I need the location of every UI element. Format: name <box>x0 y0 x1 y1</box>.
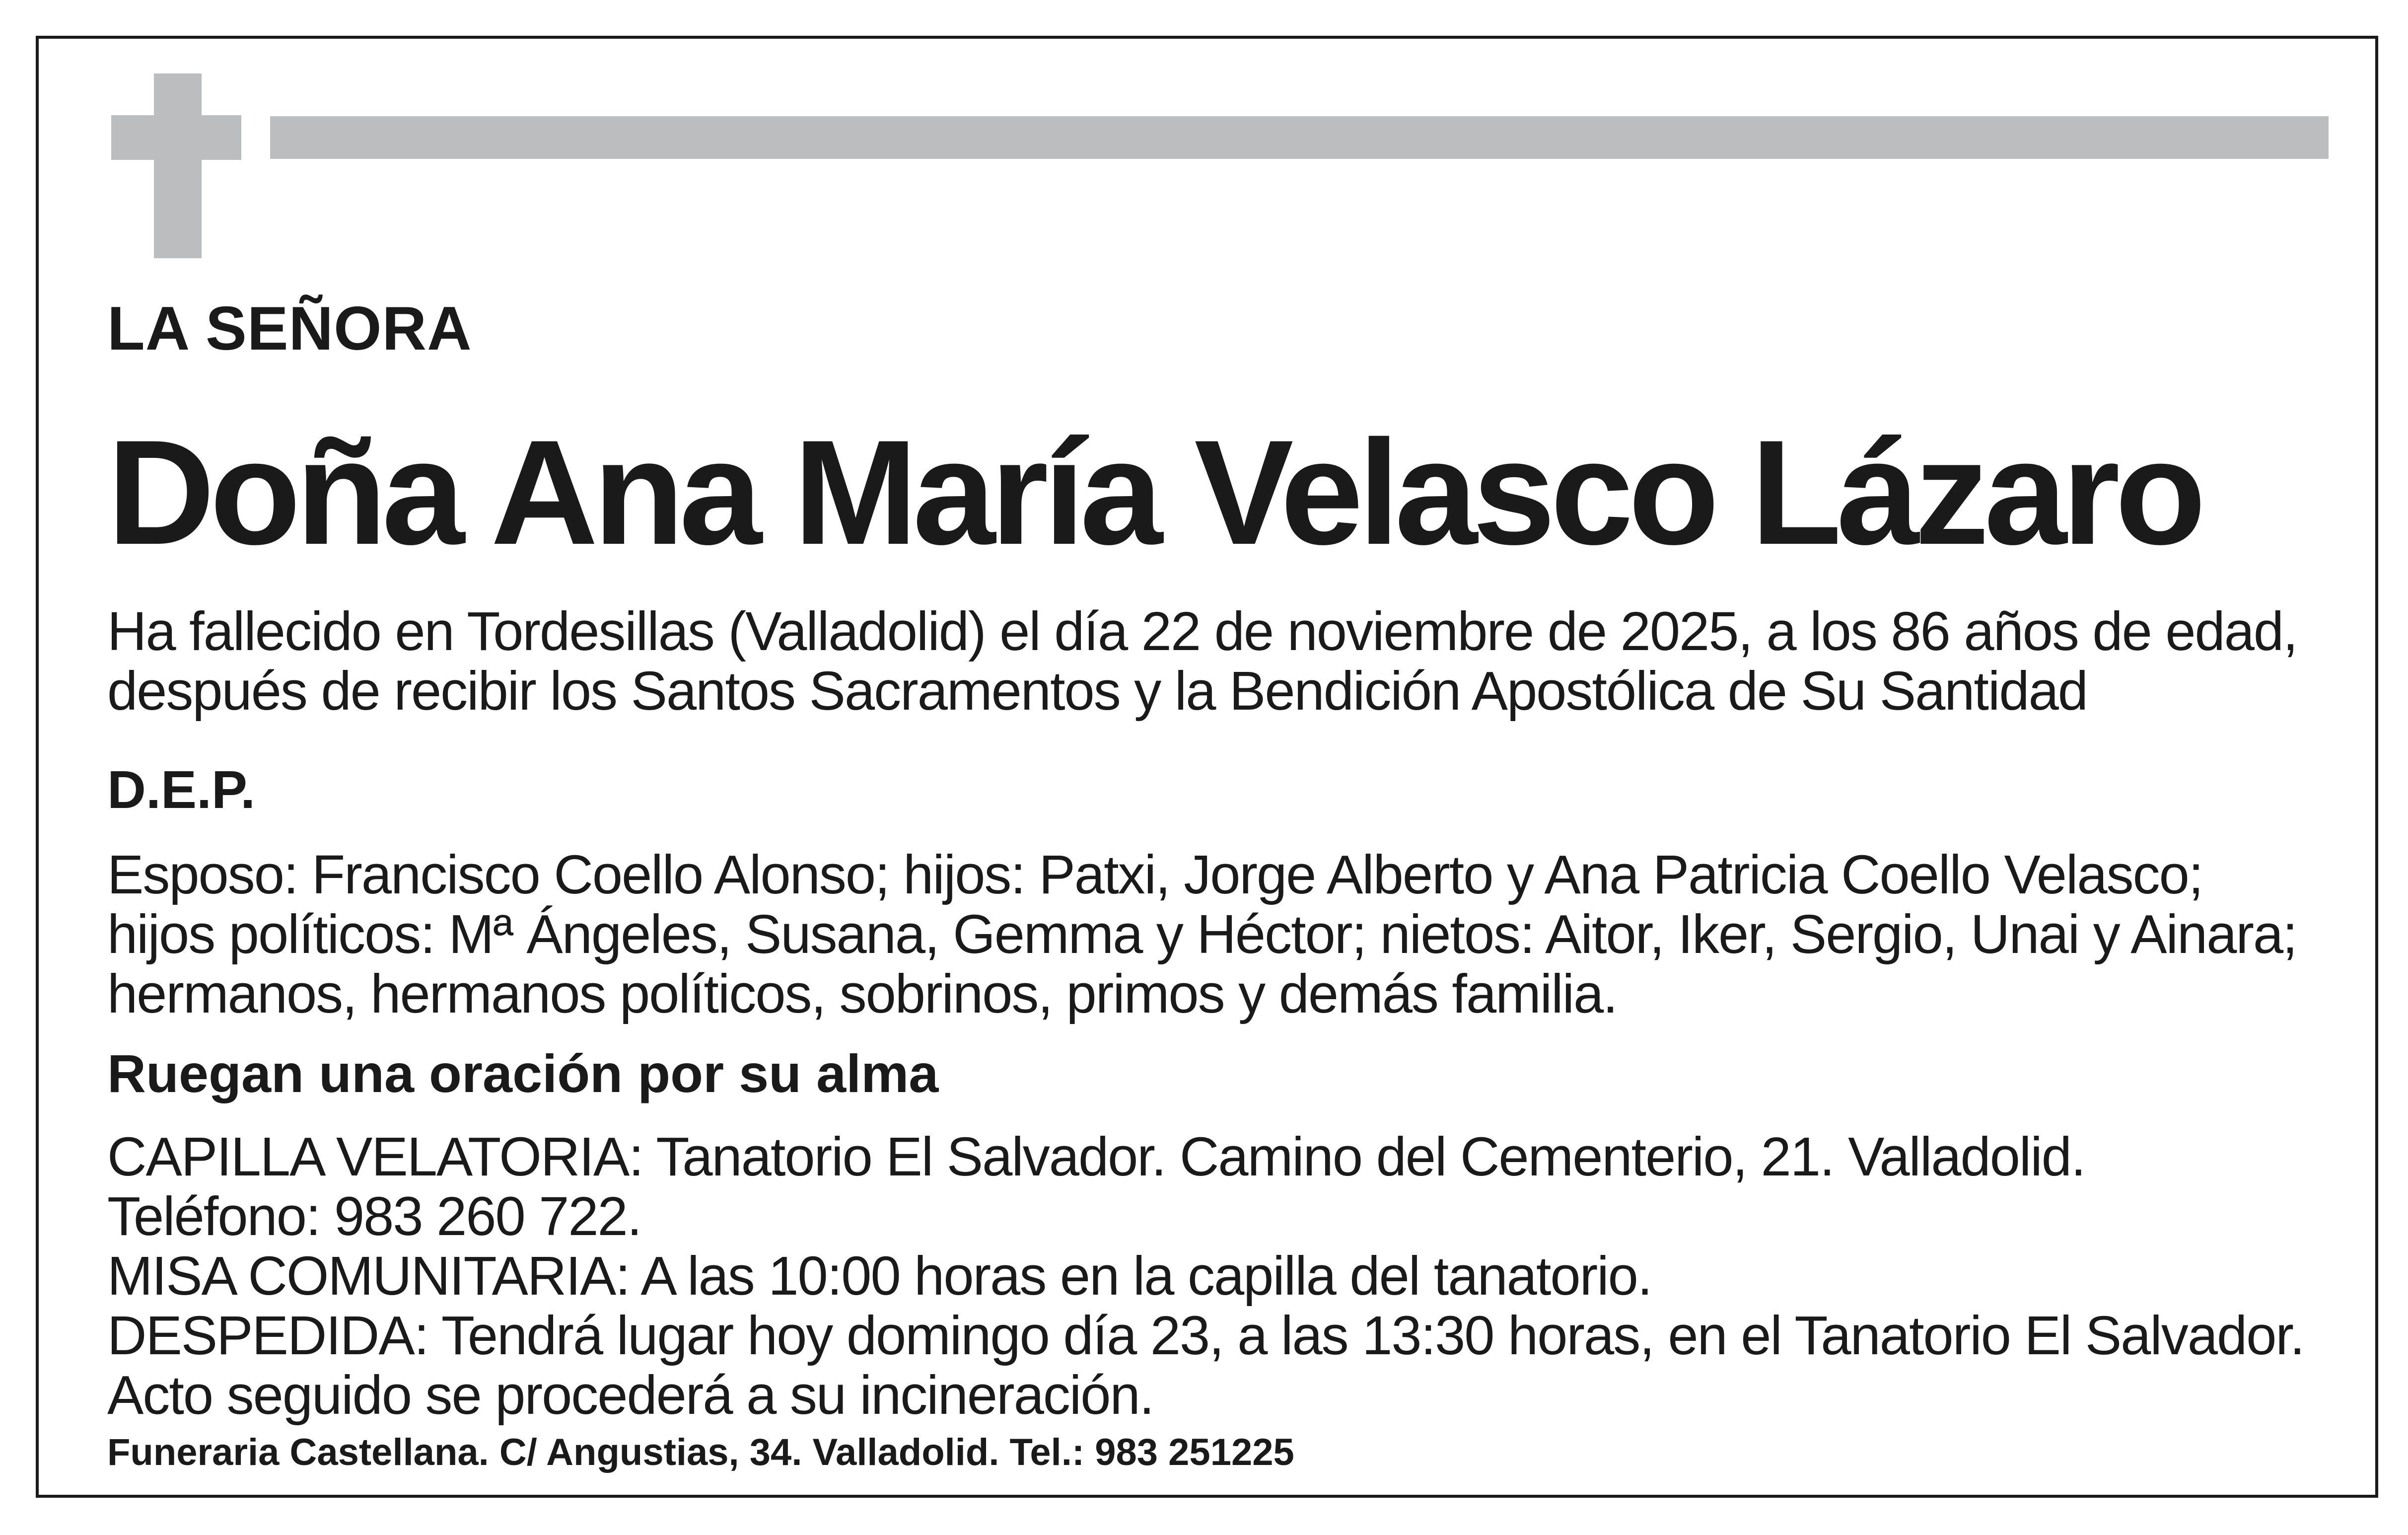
info-line: Teléfono: 983 260 722. <box>107 1186 641 1247</box>
prayer-request: Ruegan una oración por su alma <box>107 1043 939 1103</box>
death-line: Ha fallecido en Tordesillas (Valladolid) el día 22 de noviembre de 2025, a los 86 años de edad, <box>107 601 2297 662</box>
dep-label: D.E.P. <box>107 759 256 819</box>
info-line: CAPILLA VELATORIA: Tanatorio El Salvador. Camino del Cementerio, 21. Valladolid. <box>107 1126 2085 1187</box>
title-prefix: LA SEÑORA <box>107 294 472 363</box>
service-info <box>107 1127 2304 1425</box>
deceased-name: Doña Ana María Velasco Lázaro <box>107 409 2201 576</box>
death-announcement <box>107 602 2297 721</box>
cross-icon-arm <box>111 115 241 160</box>
info-line: MISA COMUNITARIA: A las 10:00 horas en la capilla del tanatorio. <box>107 1245 1652 1307</box>
family-line: hijos políticos: Mª Ángeles, Susana, Gemma y Héctor; nietos: Aitor, Iker, Sergio, Unai y Ainara; <box>107 904 2297 965</box>
funeral-home-footer: Funeraria Castellana. C/ Angustias, 34. Valladolid. Tel.: 983 251225 <box>107 1431 1294 1473</box>
family-line: Esposo: Francisco Coello Alonso; hijos: Patxi, Jorge Alberto y Ana Patricia Coello Velasco; <box>107 844 2203 905</box>
death-line: después de recibir los Santos Sacramentos y la Bendición Apostólica de Su Santidad <box>107 660 2087 722</box>
family-list <box>107 845 2297 1024</box>
info-line: DESPEDIDA: Tendrá lugar hoy domingo día 23, a las 13:30 horas, en el Tanatorio El Salvador. <box>107 1305 2304 1366</box>
cross-icon <box>154 73 202 258</box>
info-line: Acto seguido se procederá a su incineración. <box>107 1365 1154 1426</box>
family-line: hermanos, hermanos políticos, sobrinos, primos y demás familia. <box>107 963 1617 1024</box>
header-rule <box>270 116 2329 159</box>
